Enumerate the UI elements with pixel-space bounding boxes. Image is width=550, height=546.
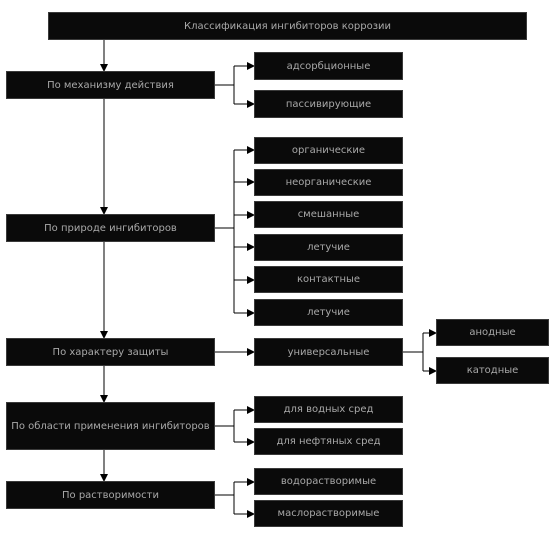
- category-node: По характеру защиты: [6, 338, 215, 366]
- category-node: По растворимости: [6, 481, 215, 509]
- item-node: контактные: [254, 266, 403, 293]
- item-node: неорганические: [254, 169, 403, 196]
- item-node: летучие: [254, 299, 403, 326]
- item-node: водорастворимые: [254, 468, 403, 495]
- item-node: универсальные: [254, 338, 403, 366]
- category-node: По области применения ингибиторов: [6, 402, 215, 450]
- subitem-node: анодные: [436, 319, 549, 346]
- item-node: для нефтяных сред: [254, 428, 403, 455]
- item-node: пассивирующие: [254, 90, 403, 118]
- item-node: летучие: [254, 234, 403, 261]
- item-node: адсорбционные: [254, 52, 403, 80]
- category-node: По природе ингибиторов: [6, 214, 215, 242]
- item-node: для водных сред: [254, 396, 403, 423]
- item-node: маслорастворимые: [254, 500, 403, 527]
- item-node: смешанные: [254, 201, 403, 228]
- item-node: органические: [254, 137, 403, 164]
- diagram-title: Классификация ингибиторов коррозии: [48, 12, 527, 40]
- subitem-node: катодные: [436, 357, 549, 384]
- category-node: По механизму действия: [6, 71, 215, 99]
